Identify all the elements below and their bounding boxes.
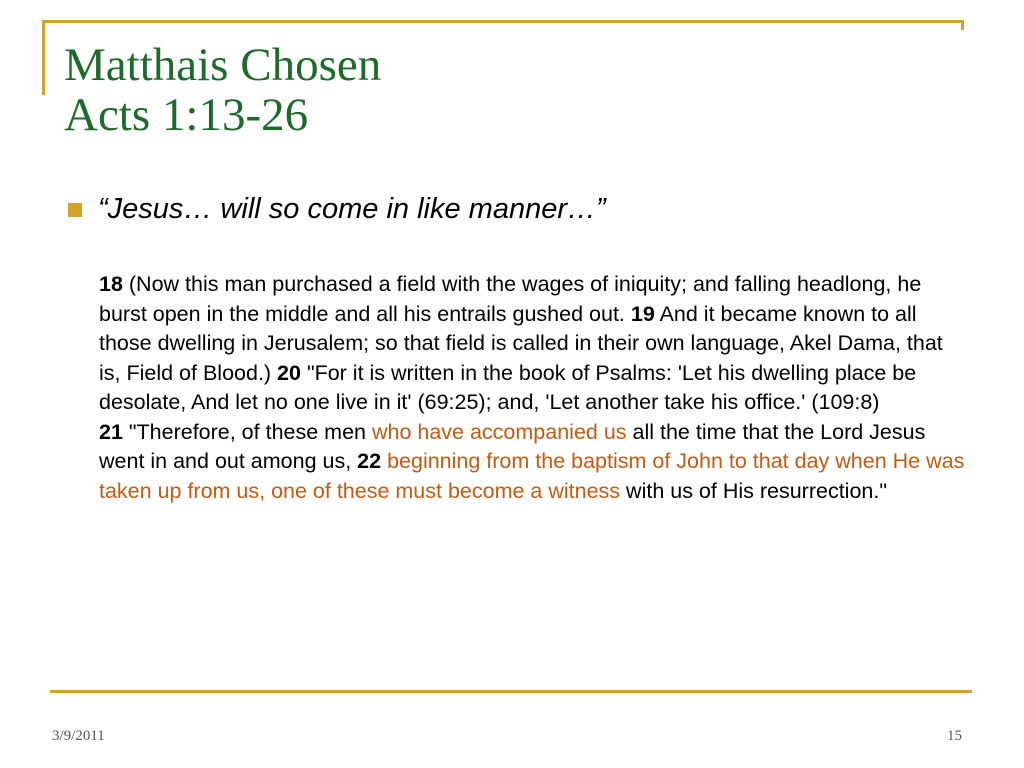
slide-title-line2: Acts 1:13-26 bbox=[64, 89, 309, 141]
bullet-square-icon bbox=[68, 203, 82, 217]
verse-number-20: 20 bbox=[277, 360, 301, 385]
slide-title-line1: Matthais Chosen bbox=[64, 39, 382, 91]
verse-text-19: And it became known to all those dwelling in Jerusalem; so that field is called in their own language, Akel Dama, that is, Field of Blood.) bbox=[99, 301, 943, 385]
frame-left-border bbox=[42, 20, 45, 95]
slide-title bbox=[64, 40, 381, 140]
verse-text-18: (Now this man purchased a field with the wages of iniquity; and falling headlong, he burst open in the middle and all his entrails gushed out. bbox=[99, 272, 922, 326]
verse-number-21: 21 bbox=[99, 419, 123, 444]
verse-highlight-22: beginning from the baptism of John to that day when He was taken up from us, one of these must become a witness bbox=[99, 449, 965, 503]
scripture-passage bbox=[99, 270, 969, 506]
footer-date: 3/9/2011 bbox=[52, 728, 105, 744]
verse-number-22: 22 bbox=[357, 449, 382, 473]
verse-text-20: "For it is written in the book of Psalms: 'Let his dwelling place be desolate, And let no one live in it' (69:25); and, 'Let another take his office.' (109:8) bbox=[99, 360, 917, 414]
verse-number-19: 19 bbox=[630, 301, 655, 326]
frame-top-border bbox=[42, 20, 964, 23]
verse-highlight-21: who have accompanied us bbox=[371, 419, 627, 444]
verse-text-21a: "Therefore, of these men bbox=[122, 419, 372, 444]
bullet-item bbox=[68, 193, 606, 226]
footer-divider bbox=[50, 690, 972, 693]
verse-text-22: with us of His resurrection." bbox=[620, 478, 887, 503]
verse-text-21b: all the time that the Lord Jesus went in and out among us, bbox=[99, 419, 926, 473]
verse-number-18: 18 bbox=[99, 272, 123, 296]
bullet-text: “Jesus… will so come in like manner…” bbox=[98, 193, 606, 225]
page-number: 15 bbox=[947, 728, 962, 744]
frame-right-border bbox=[961, 20, 964, 30]
